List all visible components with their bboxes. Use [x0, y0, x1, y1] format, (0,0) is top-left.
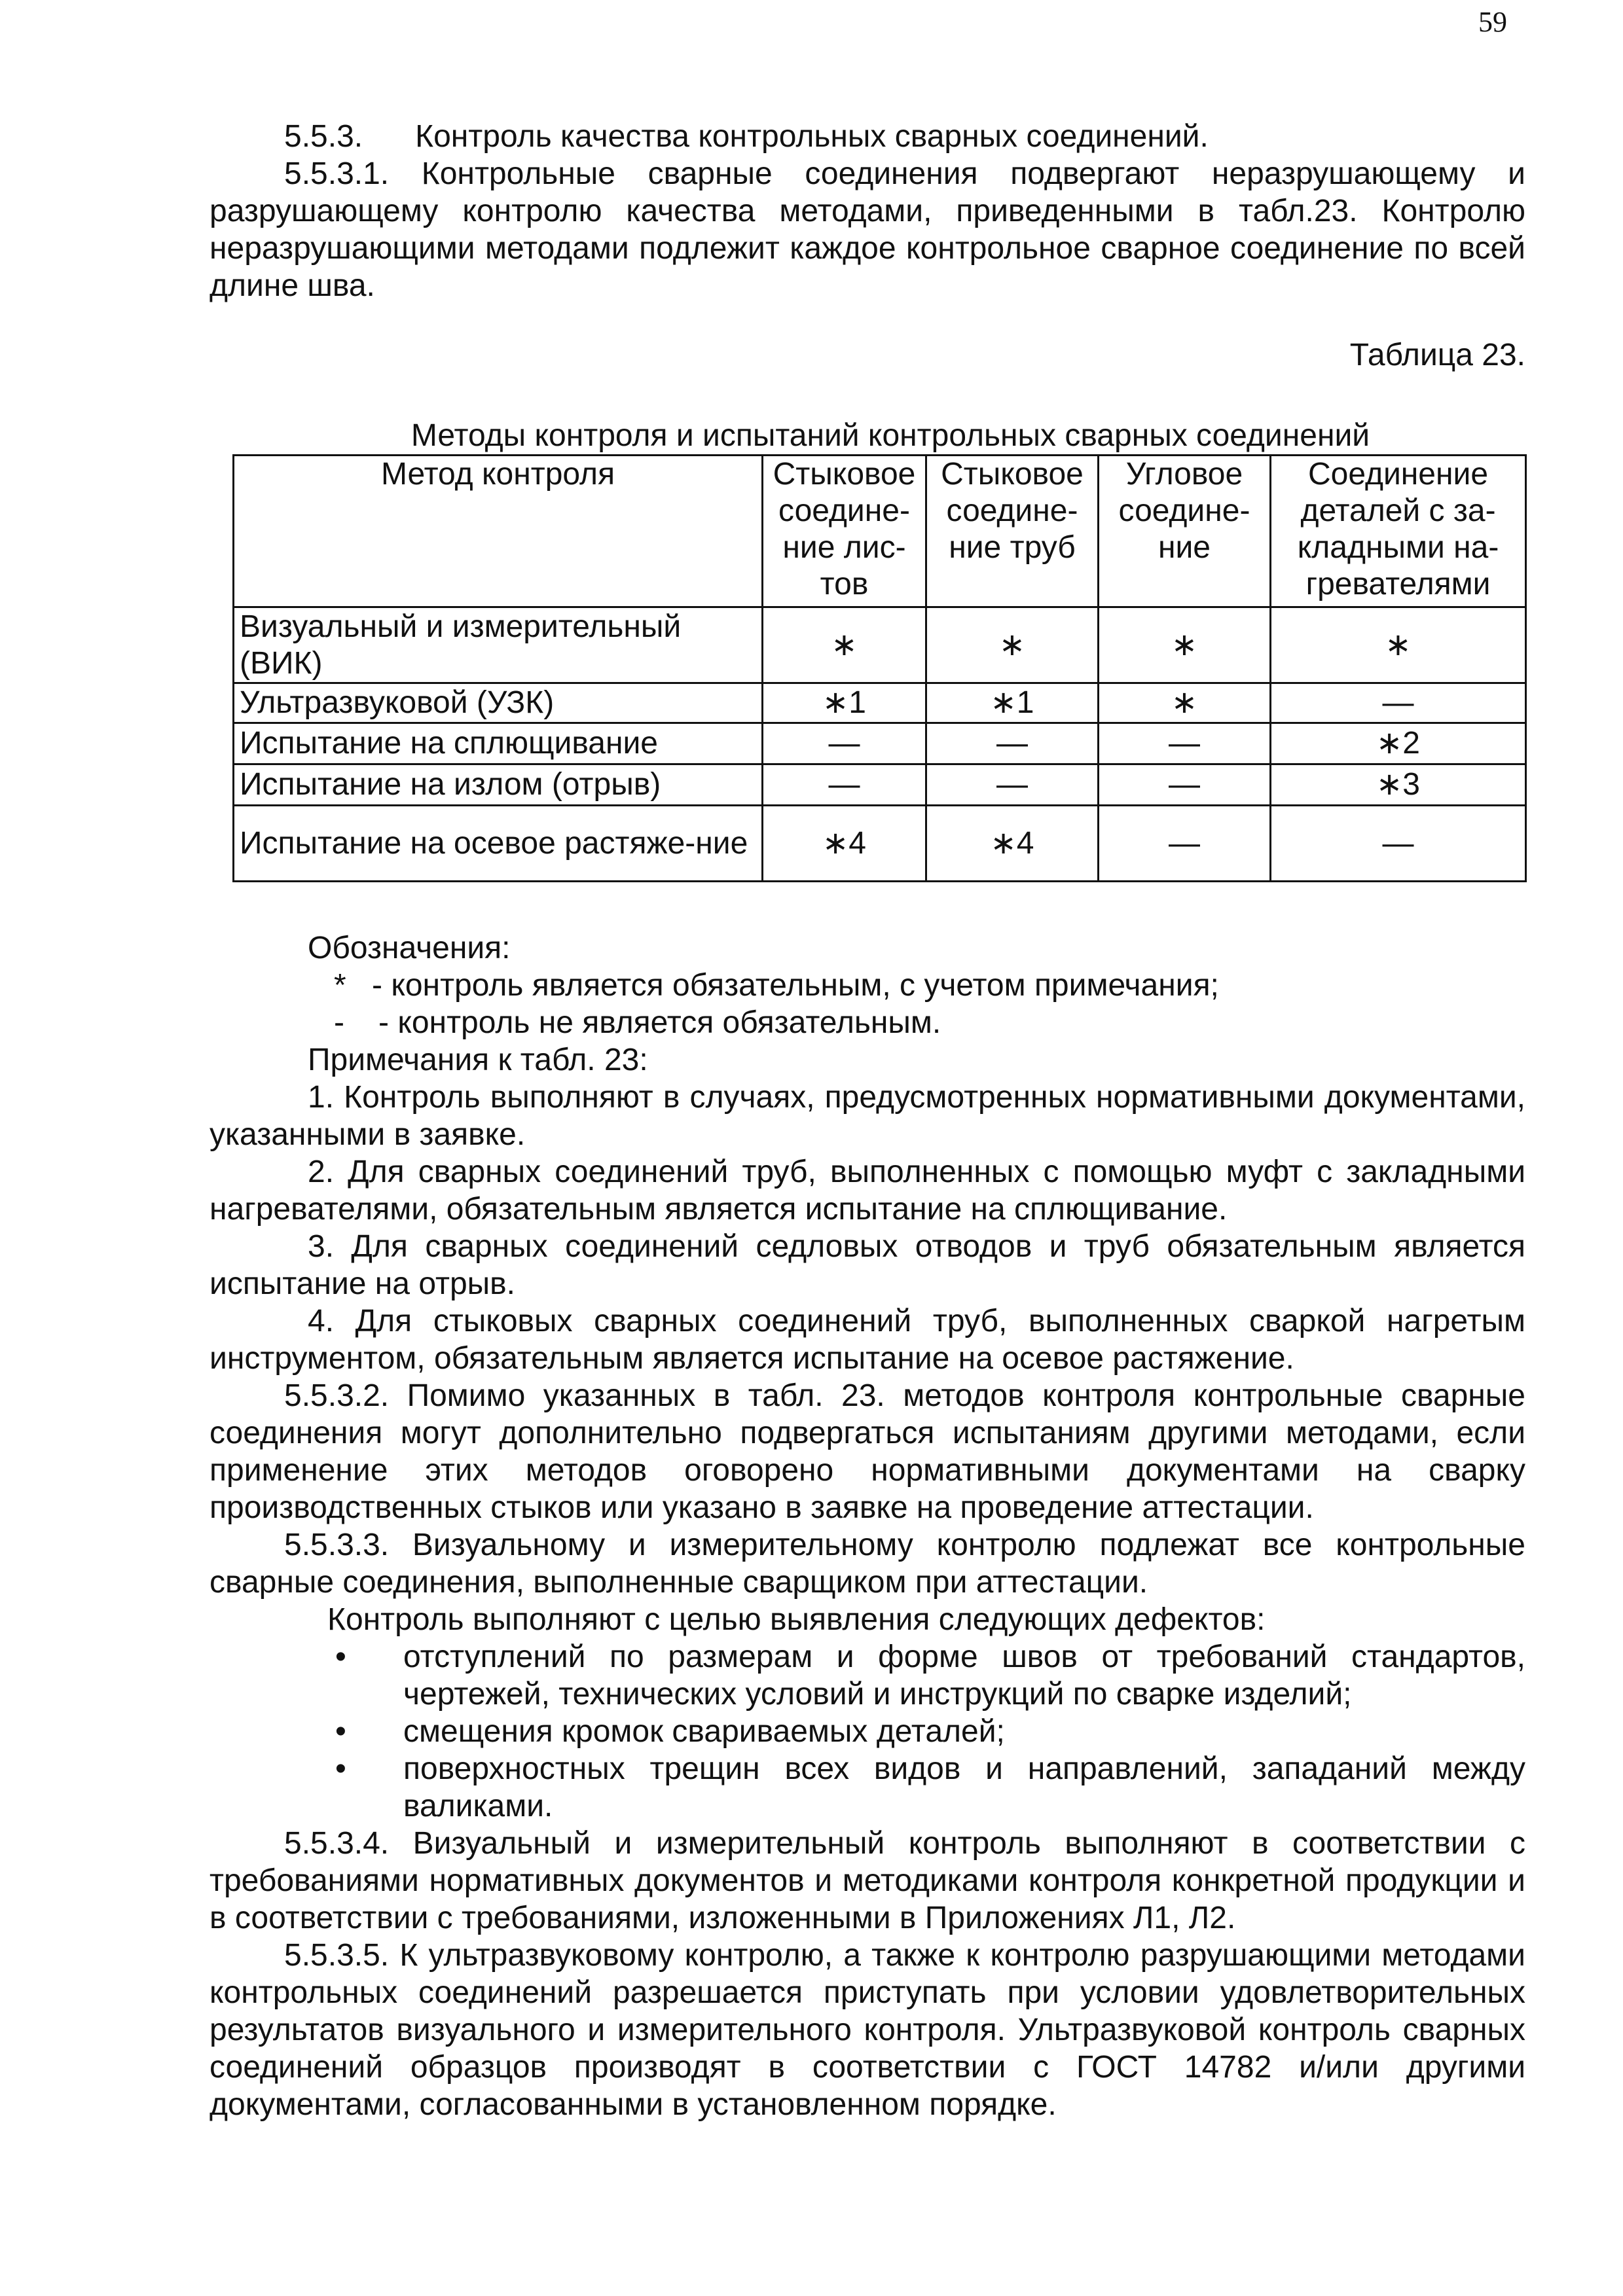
paragraph-5-5-3-4: 5.5.3.4. Визуальный и измерительный контроль выполняют в соответствии с требованиями нормативных документов и методиками контроля конкретной продукции и в соответствии с требованиями, изложенными в Приложениях Л1, Л2.: [210, 1826, 1525, 1935]
row-mark: —: [926, 764, 1099, 806]
bullet-icon: •: [335, 1751, 346, 1786]
row-mark: ∗1: [926, 683, 1099, 723]
bullet-icon: •: [335, 1714, 346, 1749]
list-item: • отступлений по размерам и форме швов от требований стандартов, чертежей, технических условий и инструкций по сварке изделий;: [335, 1640, 1525, 1712]
row-mark: ∗4: [763, 806, 926, 882]
row-mark: —: [763, 723, 926, 764]
row-mark: ∗3: [1271, 764, 1526, 806]
table-number: Таблица 23.: [1349, 338, 1525, 372]
row-mark: ∗: [926, 607, 1099, 683]
table-row: [234, 806, 1526, 882]
row-mark: ∗: [763, 607, 926, 683]
legend-dash-text: - контроль не является обязательным.: [378, 1005, 941, 1040]
header-embedded-heaters: Соединение деталей с за-кладными на-гревателями: [1271, 456, 1526, 607]
notes-title: Примечания к табл. 23:: [308, 1043, 648, 1077]
header-butt-sheets: Стыковое соедине-ние лис-тов: [763, 456, 926, 607]
row-mark: ∗: [1099, 607, 1271, 683]
methods-table: [232, 454, 1527, 882]
section-heading: 5.5.3. Контроль качества контрольных сварных соединений.: [284, 119, 1209, 154]
note-item: 3. Для сварных соединений седловых отводов и труб обязательным является испытание на отрыв.: [210, 1229, 1525, 1301]
legend-star-line: [210, 967, 1525, 1004]
row-mark: ∗: [1271, 607, 1526, 683]
row-mark: ∗4: [926, 806, 1099, 882]
row-mark: —: [1271, 806, 1526, 882]
header-butt-pipes: Стыковое соедине-ние труб: [926, 456, 1099, 607]
defects-list: [210, 1638, 1525, 1825]
table-row: [234, 764, 1526, 806]
paragraph-5-5-3-2: 5.5.3.2. Помимо указанных в табл. 23. методов контроля контрольные сварные соединения могут дополнительно подвергаться испытаниям другими методами, если применение этих методов оговорено нормативными документами на сварку производственных стыков или указано в заявке на проведение аттестации.: [210, 1378, 1525, 1525]
row-method: Испытание на осевое растяже-ние: [234, 806, 763, 882]
list-item: • поверхностных трещин всех видов и направлений, западаний между валиками.: [335, 1751, 1525, 1823]
row-method: Визуальный и измерительный (ВИК): [234, 607, 763, 683]
paragraph-5-5-3-1: 5.5.3.1. Контрольные сварные соединения подвергают неразрушающему и разрушающему контролю качества методами, приведенными в табл.23. Контролю неразрушающими методами подлежит каждое контрольное сварное соединение по всей длине шва.: [210, 156, 1525, 303]
header-corner: Угловое соедине-ние: [1099, 456, 1271, 607]
table-row: [234, 723, 1526, 764]
note-item: 4. Для стыковых сварных соединений труб, выполненных сваркой нагретым инструментом, обязательным является испытание на осевое растяжение.: [210, 1304, 1525, 1376]
row-mark: ∗1: [763, 683, 926, 723]
page-number: 59: [1478, 6, 1507, 38]
table-caption: Методы контроля и испытаний контрольных сварных соединений: [410, 418, 1370, 453]
legend-star-symbol: *: [334, 968, 346, 1003]
paragraph-5-5-3-5: 5.5.3.5. К ультразвуковому контролю, а также к контролю разрушающими методами контрольных соединений разрешается приступать при условии удовлетворительных результатов визуального и измерительного контроля. Ультразвуковой контроль сварных соединений образцов производят в соответствии с ГОСТ 14782 и/или другими документами, согласованными в установленном порядке.: [210, 1938, 1525, 2122]
note-item: 1. Контроль выполняют в случаях, предусмотренных нормативными документами, указанными в заявке.: [210, 1080, 1525, 1152]
row-mark: —: [1099, 764, 1271, 806]
row-method: Испытание на излом (отрыв): [234, 764, 763, 806]
legend-dash-line: [210, 1004, 1525, 1041]
row-mark: —: [1099, 806, 1271, 882]
row-mark: —: [1099, 723, 1271, 764]
paragraph-5-5-3-3: 5.5.3.3. Визуальному и измерительному контролю подлежат все контрольные сварные соединения, выполненные сварщиком при аттестации.: [210, 1528, 1525, 1600]
header-method: Метод контроля: [234, 456, 763, 607]
row-mark: —: [1271, 683, 1526, 723]
row-mark: —: [926, 723, 1099, 764]
row-mark: —: [763, 764, 926, 806]
row-mark: ∗: [1099, 683, 1271, 723]
list-item: • смещения кромок свариваемых деталей;: [335, 1714, 1005, 1749]
table-row: [234, 683, 1526, 723]
legend-and-notes: [210, 929, 1525, 2123]
legend-dash-symbol: -: [334, 1005, 344, 1040]
table-header-row: [234, 456, 1526, 607]
bullet-icon: •: [335, 1640, 346, 1674]
row-method: Ультразвуковой (УЗК): [234, 683, 763, 723]
row-mark: ∗2: [1271, 723, 1526, 764]
row-method: Испытание на сплющивание: [234, 723, 763, 764]
intro-section: [210, 118, 1525, 304]
note-item: 2. Для сварных соединений труб, выполненных с помощью муфт с закладными нагревателями, обязательным является испытание на сплющивание.: [210, 1155, 1525, 1227]
table-row: [234, 607, 1526, 683]
legend-title: Обозначения:: [308, 931, 511, 965]
defects-lead: Контроль выполняют с целью выявления следующих дефектов:: [327, 1602, 1266, 1637]
legend-star-text: - контроль является обязательным, с учетом примечания;: [372, 968, 1219, 1003]
